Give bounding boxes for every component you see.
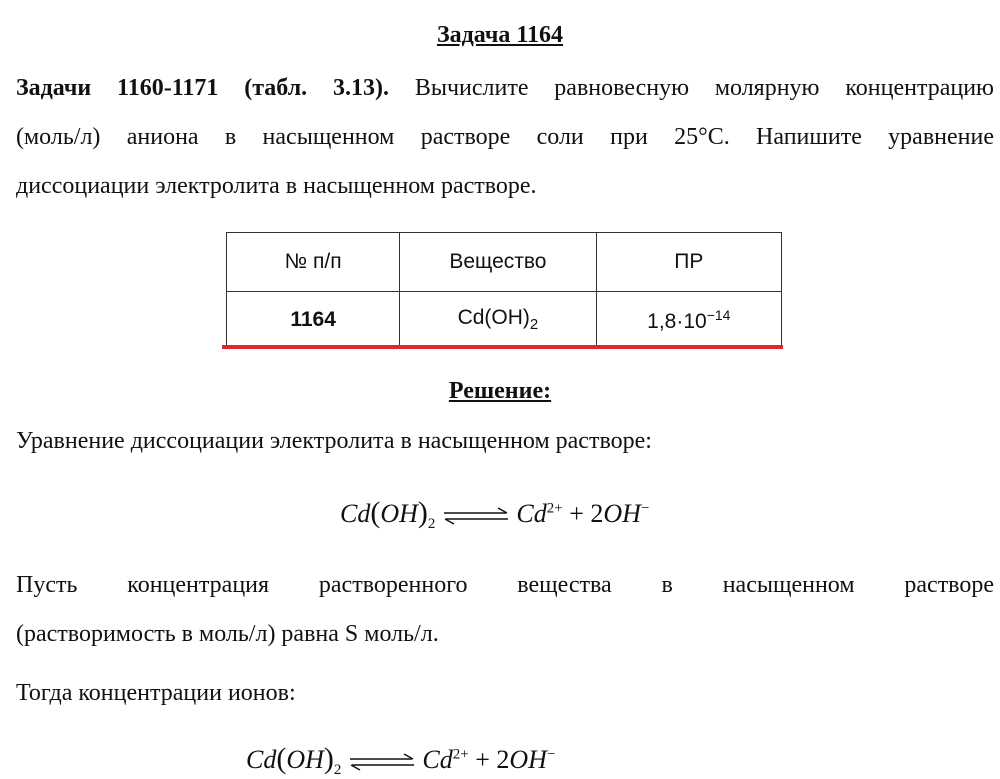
eq1-oh: OH bbox=[380, 499, 418, 528]
header-number: № п/п bbox=[227, 233, 400, 292]
cell-pr bbox=[596, 292, 781, 349]
eq2-plus: + bbox=[475, 745, 490, 774]
eq1-plus: + bbox=[569, 499, 584, 528]
statement-line-3: диссоциации электролита в насыщенном растворе. bbox=[16, 173, 537, 199]
problem-statement bbox=[16, 64, 994, 211]
eq2-subscript: 2 bbox=[333, 762, 342, 779]
eq1-coef: 2 bbox=[590, 499, 604, 528]
red-underline bbox=[222, 345, 783, 349]
eq1-paren-open: ( bbox=[370, 496, 381, 529]
statement-line-2: (моль/л) аниона в насыщенном растворе соли при 25°С. Напишите уравнение bbox=[16, 124, 994, 150]
dissociation-equation bbox=[340, 496, 649, 533]
solubility-paragraph bbox=[16, 561, 994, 659]
eq1-oh-ion: OH bbox=[603, 499, 641, 528]
eq1-oh-charge: − bbox=[640, 500, 650, 517]
eq1-paren-close: ) bbox=[417, 496, 428, 529]
solution-title: Решение: bbox=[448, 378, 552, 404]
substance-base: Cd(OH) bbox=[457, 306, 530, 330]
data-table bbox=[226, 232, 782, 349]
statement-bold: Задачи 1160-1171 (табл. 3.13). bbox=[16, 75, 389, 101]
eq2-oh-charge: − bbox=[546, 746, 556, 763]
eq2-oh-ion: OH bbox=[509, 745, 547, 774]
statement-line-1 bbox=[16, 64, 994, 113]
cell-substance bbox=[400, 292, 596, 349]
eq1-subscript: 2 bbox=[427, 516, 436, 533]
eq2-cd-charge: 2+ bbox=[452, 746, 469, 763]
eq1-cd-charge: 2+ bbox=[546, 500, 563, 517]
cell-number: 1164 bbox=[227, 292, 400, 349]
eq2-oh: OH bbox=[286, 745, 324, 774]
solubility-line-1: Пусть концентрация растворенного вещества в насыщенном растворе bbox=[16, 572, 994, 598]
pr-base: 1,8·10 bbox=[647, 309, 707, 333]
header-substance: Вещество bbox=[400, 233, 596, 292]
ions-equation bbox=[246, 742, 555, 779]
table-header-row bbox=[227, 233, 782, 292]
eq2-cd: Cd bbox=[246, 745, 277, 774]
solubility-line-2: (растворимость в моль/л) равна S моль/л. bbox=[16, 621, 439, 647]
header-pr: ПР bbox=[596, 233, 781, 292]
equilibrium-arrow-icon bbox=[348, 751, 416, 773]
statement-line-1-text: Вычислите равновесную молярную концентрацию bbox=[388, 75, 994, 101]
substance-subscript: 2 bbox=[529, 316, 539, 334]
problem-title: Задача 1164 bbox=[436, 22, 564, 48]
eq1-cd-ion: Cd bbox=[516, 499, 547, 528]
ions-label: Тогда концентрации ионов: bbox=[16, 680, 296, 706]
eq2-cd-ion: Cd bbox=[422, 745, 453, 774]
dissociation-label: Уравнение диссоциации электролита в насыщенном растворе: bbox=[16, 428, 652, 454]
eq2-paren-open: ( bbox=[276, 742, 287, 775]
pr-exponent: −14 bbox=[706, 306, 731, 323]
eq2-coef: 2 bbox=[496, 745, 510, 774]
eq2-paren-close: ) bbox=[323, 742, 334, 775]
table-row bbox=[227, 292, 782, 349]
eq1-cd: Cd bbox=[340, 499, 371, 528]
equilibrium-arrow-icon bbox=[442, 505, 510, 527]
